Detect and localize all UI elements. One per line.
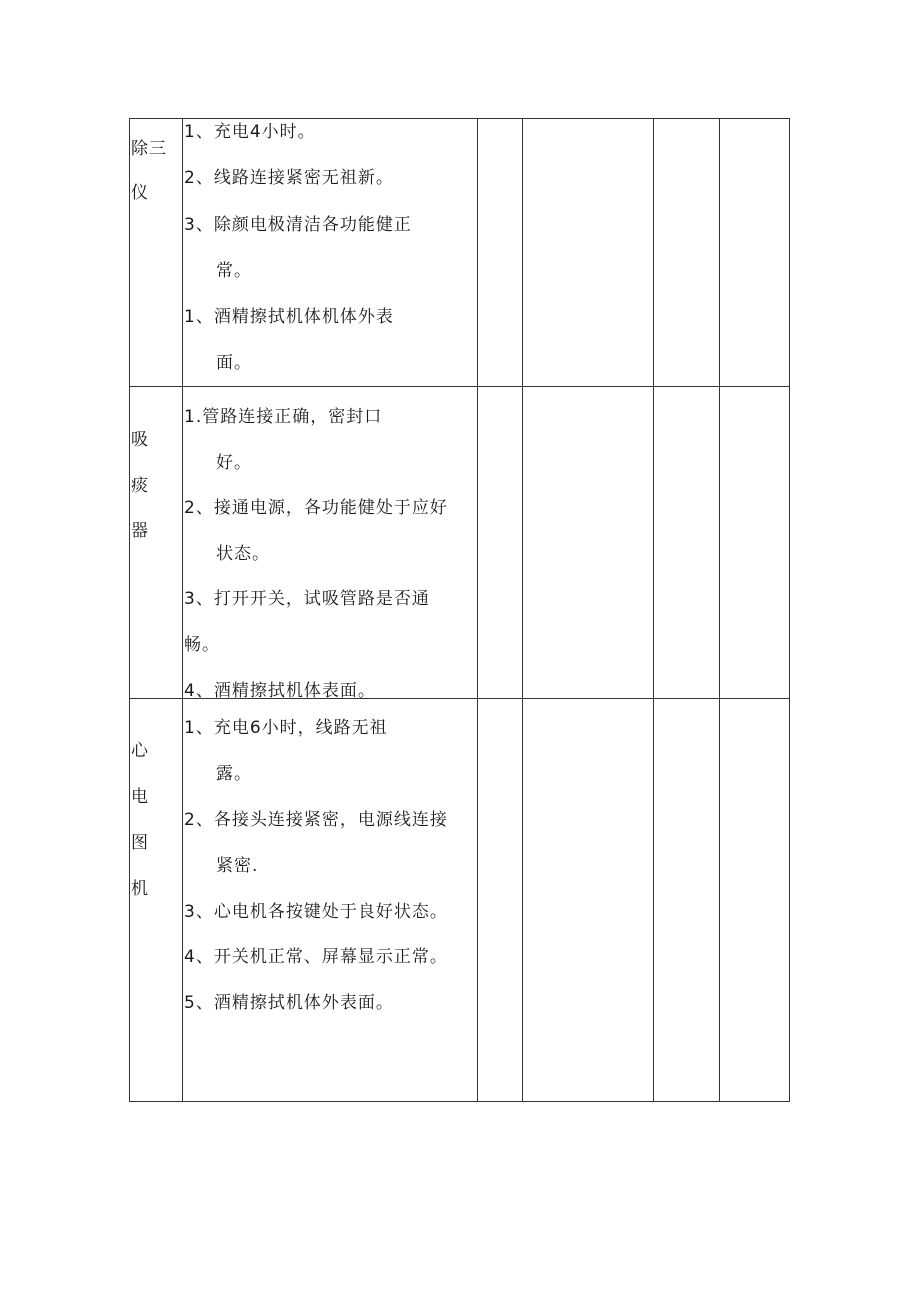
row-category-label: 吸 [131,430,149,450]
check-item-line: 好。 [216,453,252,473]
check-item-line: 1、充电6小时，线路无祖 [184,718,388,738]
table-border-bottom [129,1101,790,1102]
table-border-left [129,118,130,1102]
check-item-line: 紧密. [216,856,259,876]
check-item-line: 3、心电机各按键处于良好状态。 [184,902,448,922]
column-divider [182,118,183,1102]
check-item-line: 2、各接头连接紧密，电源线连接 [184,810,448,830]
row-category-label: 图 [131,833,149,853]
check-item-line: 1、充电4小时。 [184,122,316,142]
column-divider [477,118,478,1102]
column-divider [653,118,654,1102]
check-item-line: 露。 [216,764,252,784]
check-item-line: 3、打开开关，试吸管路是否通 [184,589,430,609]
row-category-label: 除三 [131,139,167,159]
check-item-line: 2、接通电源，各功能健处于应好 [184,498,448,518]
check-item-line: 面。 [216,353,252,373]
check-item-line: 4、开关机正常、屏幕显示正常。 [184,947,448,967]
table-border-right [789,118,790,1102]
check-item-line: 状态。 [216,544,270,564]
check-item-line: 2、线路连接紧密无祖新。 [184,168,394,188]
row-divider [129,386,790,387]
row-category-label: 仪 [131,183,149,203]
row-category-label: 心 [131,741,149,761]
row-category-label: 器 [131,521,149,541]
row-category-label: 机 [131,879,149,899]
column-divider [522,118,523,1102]
check-item-line: 常。 [216,261,252,281]
check-item-line: 3、除颜电极清洁各功能健正 [184,215,412,235]
check-item-line: 5、酒精擦拭机体外表面。 [184,993,394,1013]
check-item-line: 1.管路连接正确，密封口 [184,407,383,427]
row-category-label: 电 [131,787,149,807]
table-border-top [129,118,790,119]
check-item-line: 1、酒精擦拭机体机体外表 [184,307,394,327]
column-divider [719,118,720,1102]
check-item-line: 畅。 [184,635,220,655]
check-item-line: 4、酒精擦拭机体表面。 [184,681,376,701]
row-category-label: 痰 [131,476,149,496]
